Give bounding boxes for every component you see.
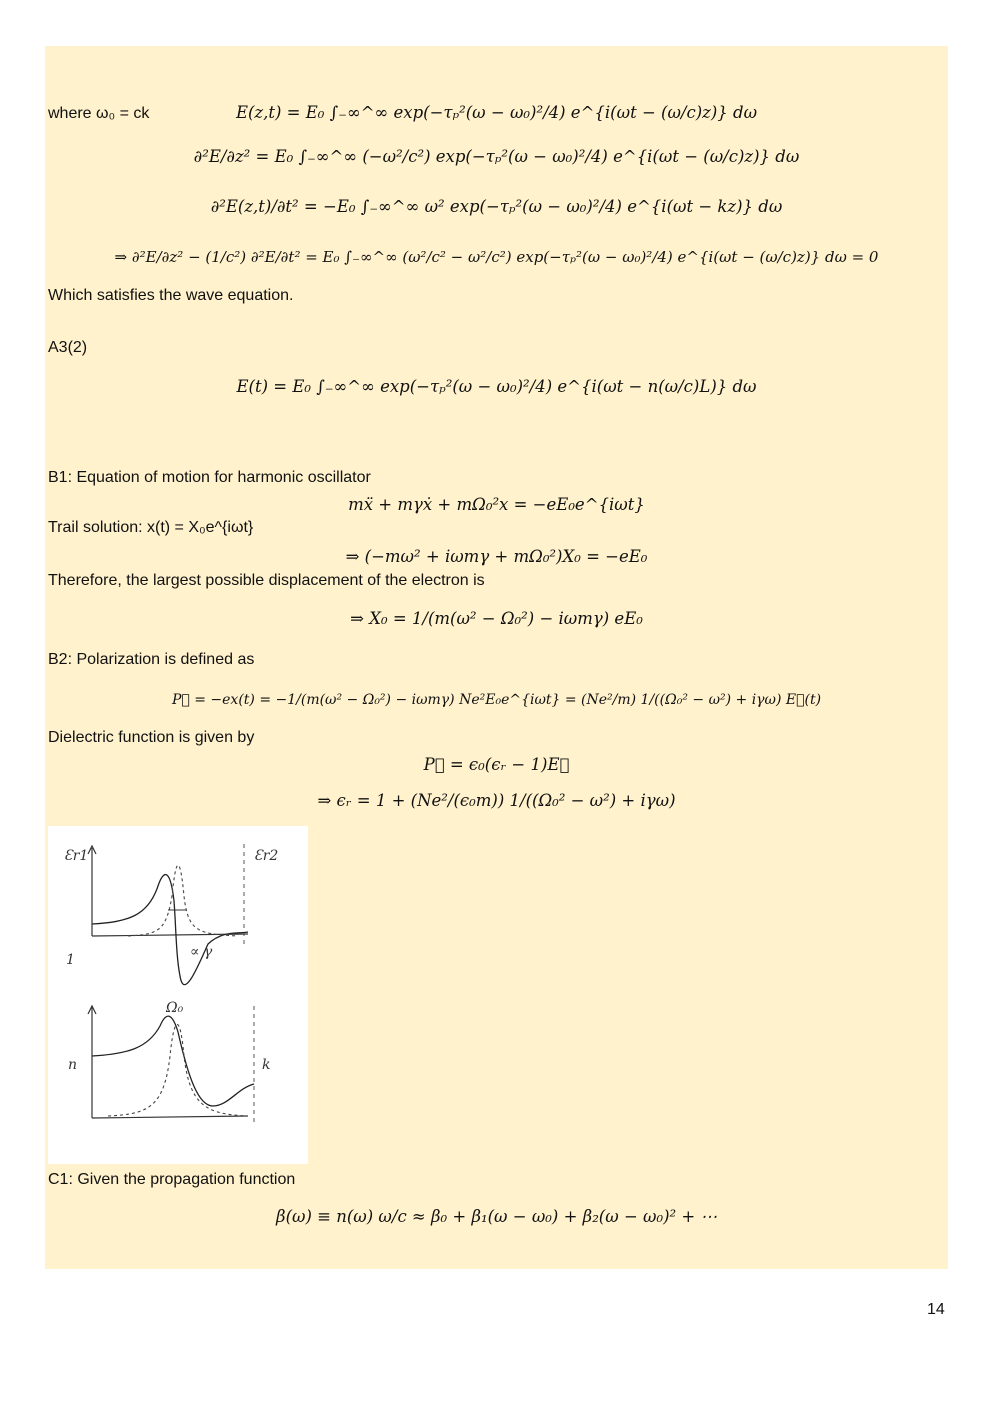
equation-polarization-definition bbox=[45, 754, 948, 776]
solution-panel bbox=[45, 46, 948, 1269]
eq9-text: P⃗ = −ex(t) = −1/(m(ω² − Ω₀²) − iωmγ) Ne²E₀e^{iωt} = (Ne²/m) 1/((Ω₀² − ω²) + iγω) E⃗(t) bbox=[171, 692, 822, 708]
eq6-text: mẍ + mγẋ + mΩ₀²x = −eE₀e^{iωt} bbox=[348, 495, 645, 514]
equation-amplitude-relation bbox=[45, 546, 948, 568]
equation-field-integral bbox=[45, 102, 948, 124]
eps2-label: Ɛr2 bbox=[254, 848, 279, 864]
gamma-label: ∝ γ bbox=[190, 944, 213, 960]
equation-propagation bbox=[45, 1206, 948, 1228]
eq8-text: ⇒ X₀ = 1/(m(ω² − Ω₀²) − iωmγ) eE₀ bbox=[350, 609, 643, 628]
equation-dielectric bbox=[45, 790, 948, 812]
k-label: k bbox=[262, 1057, 271, 1073]
section-b2-label: B2: Polarization is defined as bbox=[48, 651, 255, 668]
eq10-text: P⃗ = ϵ₀(ϵᵣ − 1)E⃗ bbox=[423, 755, 570, 774]
equation-wave bbox=[45, 246, 948, 268]
equation-polarization bbox=[45, 688, 948, 711]
eq4-text: ⇒ ∂²E/∂z² − (1/c²) ∂²E/∂t² = E₀ ∫₋∞^∞ (ω²/c² − ω²/c²) exp(−τₚ²(ω − ω₀)²/4) e^{i(ωt − (ω/c)z)} dω = 0 bbox=[114, 248, 879, 266]
equation-field-time bbox=[45, 376, 948, 398]
eq2-text: ∂²E/∂z² = E₀ ∫₋∞^∞ (−ω²/c²) exp(−τₚ²(ω − ω₀)²/4) e^{i(ωt − (ω/c)z)} dω bbox=[193, 147, 800, 166]
dielectric-text: Dielectric function is given by bbox=[48, 729, 255, 746]
sketch-svg bbox=[48, 826, 308, 1164]
eps1-curve bbox=[92, 875, 248, 985]
eq12-text: β(ω) ≡ n(ω) ω/c ≈ β₀ + β₁(ω − ω₀) + β₂(ω − ω₀)² + ⋯ bbox=[276, 1207, 717, 1226]
bottom-x-axis bbox=[92, 1116, 248, 1118]
equation-motion bbox=[45, 494, 948, 516]
one-label: 1 bbox=[66, 952, 75, 968]
therefore-text: Therefore, the largest possible displacement of the electron is bbox=[48, 572, 485, 589]
equation-displacement bbox=[45, 608, 948, 630]
omega0-label: Ω₀ bbox=[166, 1000, 184, 1016]
page-number: 14 bbox=[927, 1301, 945, 1318]
section-c1-label: C1: Given the propagation function bbox=[48, 1171, 296, 1188]
eq11-text: ⇒ ϵᵣ = 1 + (Ne²/(ϵ₀m)) 1/((Ω₀² − ω²) + iγω) bbox=[317, 791, 676, 810]
eq1-text: E(z,t) = E₀ ∫₋∞^∞ exp(−τₚ²(ω − ω₀)²/4) e^{i(ωt − (ω/c)z)} dω bbox=[235, 103, 758, 122]
eq3-text: ∂²E(z,t)/∂t² = −E₀ ∫₋∞^∞ ω² exp(−τₚ²(ω − ω₀)²/4) e^{i(ωt − kz)} dω bbox=[210, 197, 783, 216]
k-curve bbox=[108, 1024, 248, 1116]
eq5-text: E(t) = E₀ ∫₋∞^∞ exp(−τₚ²(ω − ω₀)²/4) e^{i(ωt − n(ω/c)L)} dω bbox=[236, 377, 757, 396]
n-curve bbox=[92, 1016, 254, 1106]
satisfies-text: Which satisfies the wave equation. bbox=[48, 287, 294, 304]
hand-drawn-sketch bbox=[48, 826, 308, 1164]
equation-second-derivative-t bbox=[45, 196, 948, 218]
equation-second-derivative-z bbox=[45, 146, 948, 168]
eps2-curve bbox=[128, 865, 238, 936]
eps1-label: Ɛr1 bbox=[64, 848, 89, 864]
eq7-text: ⇒ (−mω² + iωmγ + mΩ₀²)X₀ = −eE₀ bbox=[345, 547, 648, 566]
trail-solution-text: Trail solution: x(t) = X₀e^{iωt} bbox=[48, 519, 254, 536]
section-b1-label: B1: Equation of motion for harmonic oscillator bbox=[48, 469, 371, 486]
section-a3-label: A3(2) bbox=[48, 339, 88, 356]
where-text: where ω₀ = ck bbox=[48, 105, 150, 122]
n-label: n bbox=[68, 1057, 78, 1073]
